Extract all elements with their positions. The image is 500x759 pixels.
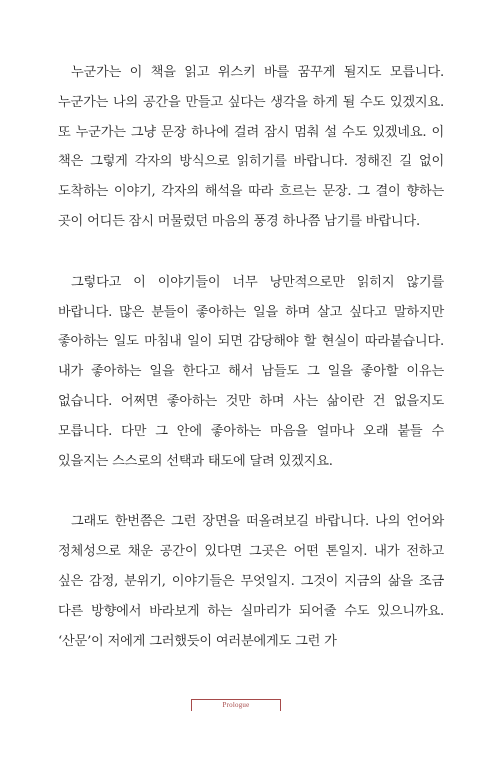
paragraph-2: 그렇다고 이 이야기들이 너무 낭만적으로만 읽히지 않기를 바랍니다. 많은 분들이 좋아하는 일을 하며 살고 싶다고 말하지만 좋아하는 일도 마침내 일이 되면 감당해야 할 현실이 따라붙습니다. 내가 좋아하는 일을 한다고 해서 남들도 그 일을 좋아할 이유는 없습니다. 어쩌면 좋아하는 것만 하며 사는 삶이란 건 없을지도 모릅니다. 다만 그 안에 좋아하는 마음을 얼마나 오래 붙들 수 있을지는 스스로의 선택과 태도에 달려 있겠지요. — [58, 274, 444, 469]
section-label: Prologue — [222, 701, 250, 709]
section-footer-tab — [191, 699, 281, 711]
book-page-body — [58, 58, 444, 656]
paragraph-3: 그래도 한번쯤은 그런 장면을 떠올려보길 바랍니다. 나의 언어와 정체성으로 채운 공간이 있다면 그곳은 어떤 톤일지. 내가 전하고 싶은 감정, 분위기, 이야기들은 무엇일지. 그것이 지금의 삶을 조금 다른 방향에서 바라보게 하는 실마리가 되어줄 수도 있으니까요. ‘산문’이 저에게 그러했듯이 여러분에게도 그런 가 — [58, 514, 444, 649]
paragraph-1: 누군가는 이 책을 읽고 위스키 바를 꿈꾸게 될지도 모릅니다. 누군가는 나의 공간을 만들고 싶다는 생각을 하게 될 수도 있겠지요. 또 누군가는 그냥 문장 하나에 걸려 잠시 멈춰 설 수도 있겠네요. 이 책은 그렇게 각자의 방식으로 읽히기를 바랍니다. 정해진 길 없이 도착하는 이야기, 각자의 해석을 따라 흐르는 문장. 그 결이 향하는 곳이 어디든 잠시 머물렀던 마음의 풍경 하나쯤 남기를 바랍니다. — [58, 65, 444, 229]
